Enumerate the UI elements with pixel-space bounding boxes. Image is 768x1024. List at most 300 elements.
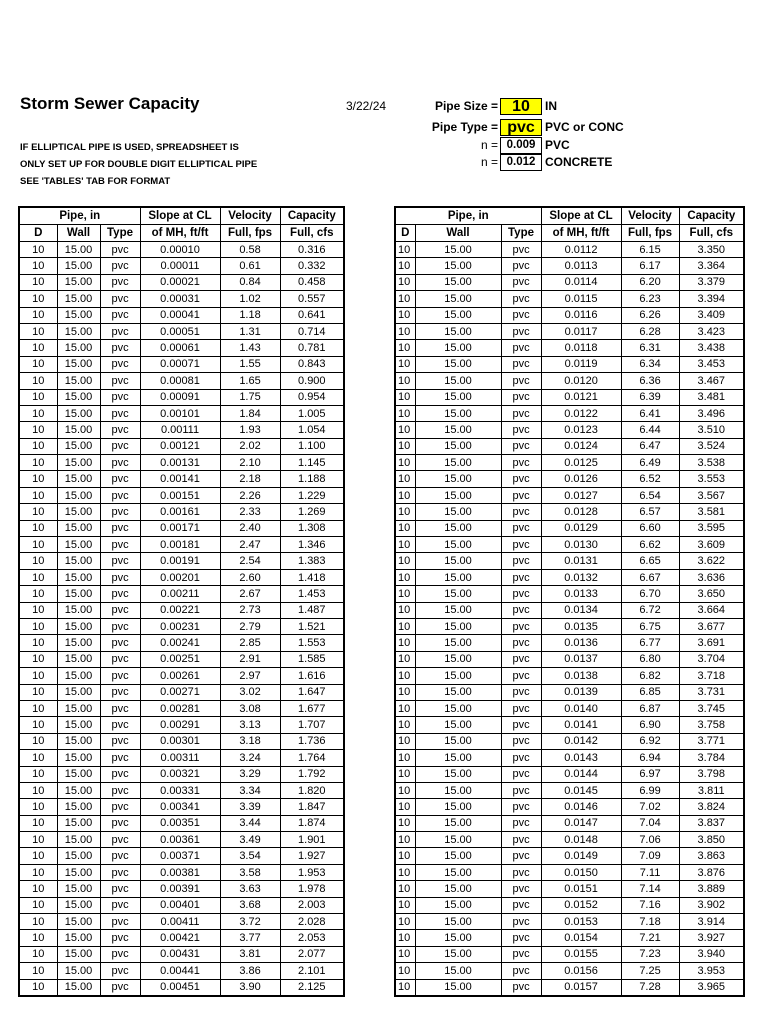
cell-velocity[interactable]: 2.79 [220,618,280,634]
cell-d[interactable]: 10 [395,537,415,553]
cell-velocity[interactable]: 6.17 [621,258,679,274]
cell-d[interactable]: 10 [19,963,57,979]
cell-type[interactable]: pvc [501,700,541,716]
cell-wall[interactable]: 15.00 [415,668,501,684]
cell-d[interactable]: 10 [395,635,415,651]
cell-type[interactable]: pvc [501,651,541,667]
cell-velocity[interactable]: 3.90 [220,979,280,996]
cell-capacity[interactable]: 2.101 [280,963,344,979]
cell-slope[interactable]: 0.00261 [140,668,220,684]
cell-velocity[interactable]: 6.97 [621,766,679,782]
cell-velocity[interactable]: 0.84 [220,274,280,290]
cell-type[interactable]: pvc [501,307,541,323]
cell-wall[interactable]: 15.00 [415,815,501,831]
cell-d[interactable]: 10 [19,405,57,421]
cell-velocity[interactable]: 6.70 [621,586,679,602]
cell-slope[interactable]: 0.00181 [140,537,220,553]
cell-type[interactable]: pvc [100,684,140,700]
cell-capacity[interactable]: 3.745 [679,700,744,716]
cell-capacity[interactable]: 3.636 [679,569,744,585]
cell-capacity[interactable]: 3.622 [679,553,744,569]
cell-velocity[interactable]: 7.09 [621,848,679,864]
cell-d[interactable]: 10 [19,864,57,880]
cell-wall[interactable]: 15.00 [57,864,100,880]
cell-d[interactable]: 10 [19,766,57,782]
cell-velocity[interactable]: 1.65 [220,373,280,389]
cell-type[interactable]: pvc [100,455,140,471]
cell-type[interactable]: pvc [501,242,541,258]
cell-capacity[interactable]: 3.453 [679,356,744,372]
cell-capacity[interactable]: 0.714 [280,323,344,339]
cell-d[interactable]: 10 [19,487,57,503]
cell-slope[interactable]: 0.00191 [140,553,220,569]
cell-wall[interactable]: 15.00 [57,405,100,421]
cell-capacity[interactable]: 1.736 [280,733,344,749]
cell-slope[interactable]: 0.00391 [140,881,220,897]
cell-wall[interactable]: 15.00 [57,733,100,749]
cell-slope[interactable]: 0.0121 [541,389,621,405]
cell-d[interactable]: 10 [19,471,57,487]
cell-capacity[interactable]: 3.902 [679,897,744,913]
cell-d[interactable]: 10 [19,684,57,700]
cell-d[interactable]: 10 [395,848,415,864]
cell-wall[interactable]: 15.00 [57,668,100,684]
cell-type[interactable]: pvc [501,586,541,602]
cell-d[interactable]: 10 [395,946,415,962]
cell-wall[interactable]: 15.00 [57,914,100,930]
cell-slope[interactable]: 0.00201 [140,569,220,585]
cell-slope[interactable]: 0.00101 [140,405,220,421]
cell-slope[interactable]: 0.00241 [140,635,220,651]
cell-type[interactable]: pvc [100,438,140,454]
cell-capacity[interactable]: 3.758 [679,717,744,733]
cell-wall[interactable]: 15.00 [415,897,501,913]
cell-capacity[interactable]: 3.784 [679,750,744,766]
cell-d[interactable]: 10 [395,422,415,438]
cell-slope[interactable]: 0.0133 [541,586,621,602]
cell-d[interactable]: 10 [395,586,415,602]
cell-type[interactable]: pvc [100,586,140,602]
cell-slope[interactable]: 0.0118 [541,340,621,356]
cell-d[interactable]: 10 [395,914,415,930]
cell-velocity[interactable]: 3.49 [220,832,280,848]
cell-d[interactable]: 10 [395,815,415,831]
cell-wall[interactable]: 15.00 [415,946,501,962]
cell-d[interactable]: 10 [19,504,57,520]
cell-type[interactable]: pvc [100,618,140,634]
cell-velocity[interactable]: 3.86 [220,963,280,979]
cell-slope[interactable]: 0.00361 [140,832,220,848]
cell-slope[interactable]: 0.00291 [140,717,220,733]
cell-slope[interactable]: 0.00351 [140,815,220,831]
cell-wall[interactable]: 15.00 [57,422,100,438]
cell-wall[interactable]: 15.00 [57,487,100,503]
cell-slope[interactable]: 0.00061 [140,340,220,356]
cell-capacity[interactable]: 3.940 [679,946,744,962]
cell-wall[interactable]: 15.00 [57,832,100,848]
cell-wall[interactable]: 15.00 [415,717,501,733]
cell-velocity[interactable]: 2.18 [220,471,280,487]
cell-slope[interactable]: 0.0123 [541,422,621,438]
cell-velocity[interactable]: 6.65 [621,553,679,569]
cell-d[interactable]: 10 [19,799,57,815]
cell-wall[interactable]: 15.00 [57,242,100,258]
cell-slope[interactable]: 0.00171 [140,520,220,536]
cell-capacity[interactable]: 0.458 [280,274,344,290]
cell-type[interactable]: pvc [501,832,541,848]
cell-wall[interactable]: 15.00 [415,635,501,651]
cell-wall[interactable]: 15.00 [415,864,501,880]
cell-type[interactable]: pvc [100,979,140,996]
cell-capacity[interactable]: 3.837 [679,815,744,831]
cell-velocity[interactable]: 6.87 [621,700,679,716]
cell-slope[interactable]: 0.00161 [140,504,220,520]
cell-d[interactable]: 10 [19,651,57,667]
cell-slope[interactable]: 0.0136 [541,635,621,651]
cell-velocity[interactable]: 2.26 [220,487,280,503]
cell-capacity[interactable]: 3.914 [679,914,744,930]
n-pvc-value[interactable]: 0.009 [500,137,542,154]
cell-type[interactable]: pvc [100,323,140,339]
cell-slope[interactable]: 0.0148 [541,832,621,848]
cell-d[interactable]: 10 [19,717,57,733]
cell-velocity[interactable]: 3.72 [220,914,280,930]
cell-capacity[interactable]: 0.641 [280,307,344,323]
pipe-size-input[interactable]: 10 [500,98,542,115]
cell-capacity[interactable]: 3.704 [679,651,744,667]
cell-slope[interactable]: 0.0140 [541,700,621,716]
cell-slope[interactable]: 0.0120 [541,373,621,389]
cell-wall[interactable]: 15.00 [57,569,100,585]
cell-velocity[interactable]: 6.75 [621,618,679,634]
cell-type[interactable]: pvc [501,848,541,864]
cell-capacity[interactable]: 1.677 [280,700,344,716]
cell-type[interactable]: pvc [501,881,541,897]
cell-capacity[interactable]: 3.850 [679,832,744,848]
cell-d[interactable]: 10 [19,700,57,716]
cell-slope[interactable]: 0.00081 [140,373,220,389]
cell-wall[interactable]: 15.00 [57,848,100,864]
cell-type[interactable]: pvc [100,405,140,421]
cell-type[interactable]: pvc [100,487,140,503]
cell-velocity[interactable]: 6.62 [621,537,679,553]
cell-d[interactable]: 10 [19,553,57,569]
cell-wall[interactable]: 15.00 [57,291,100,307]
cell-wall[interactable]: 15.00 [415,848,501,864]
cell-slope[interactable]: 0.00321 [140,766,220,782]
cell-type[interactable]: pvc [501,389,541,405]
cell-capacity[interactable]: 3.467 [679,373,744,389]
cell-velocity[interactable]: 1.93 [220,422,280,438]
cell-type[interactable]: pvc [100,700,140,716]
cell-wall[interactable]: 15.00 [415,700,501,716]
cell-velocity[interactable]: 3.34 [220,782,280,798]
cell-d[interactable]: 10 [395,881,415,897]
cell-d[interactable]: 10 [395,323,415,339]
cell-wall[interactable]: 15.00 [415,881,501,897]
cell-d[interactable]: 10 [395,963,415,979]
cell-wall[interactable]: 15.00 [415,356,501,372]
cell-velocity[interactable]: 2.33 [220,504,280,520]
cell-slope[interactable]: 0.0113 [541,258,621,274]
cell-velocity[interactable]: 3.13 [220,717,280,733]
cell-type[interactable]: pvc [100,963,140,979]
cell-wall[interactable]: 15.00 [57,635,100,651]
cell-capacity[interactable]: 1.847 [280,799,344,815]
cell-capacity[interactable]: 1.188 [280,471,344,487]
cell-slope[interactable]: 0.00441 [140,963,220,979]
cell-capacity[interactable]: 3.364 [679,258,744,274]
cell-slope[interactable]: 0.00341 [140,799,220,815]
cell-velocity[interactable]: 1.18 [220,307,280,323]
cell-type[interactable]: pvc [100,553,140,569]
cell-type[interactable]: pvc [501,782,541,798]
cell-capacity[interactable]: 1.229 [280,487,344,503]
cell-slope[interactable]: 0.0146 [541,799,621,815]
cell-wall[interactable]: 15.00 [57,717,100,733]
cell-slope[interactable]: 0.00111 [140,422,220,438]
cell-d[interactable]: 10 [19,520,57,536]
cell-capacity[interactable]: 3.691 [679,635,744,651]
cell-type[interactable]: pvc [100,307,140,323]
cell-velocity[interactable]: 3.24 [220,750,280,766]
cell-type[interactable]: pvc [100,471,140,487]
cell-velocity[interactable]: 7.16 [621,897,679,913]
cell-d[interactable]: 10 [395,782,415,798]
cell-capacity[interactable]: 1.346 [280,537,344,553]
cell-velocity[interactable]: 6.90 [621,717,679,733]
cell-d[interactable]: 10 [395,553,415,569]
cell-type[interactable]: pvc [501,618,541,634]
cell-slope[interactable]: 0.0135 [541,618,621,634]
cell-slope[interactable]: 0.00151 [140,487,220,503]
cell-type[interactable]: pvc [100,848,140,864]
cell-type[interactable]: pvc [100,504,140,520]
cell-capacity[interactable]: 1.707 [280,717,344,733]
cell-capacity[interactable]: 1.820 [280,782,344,798]
cell-wall[interactable]: 15.00 [415,307,501,323]
cell-d[interactable]: 10 [19,291,57,307]
cell-velocity[interactable]: 2.60 [220,569,280,585]
cell-slope[interactable]: 0.00431 [140,946,220,962]
cell-wall[interactable]: 15.00 [415,471,501,487]
cell-slope[interactable]: 0.0145 [541,782,621,798]
cell-capacity[interactable]: 1.792 [280,766,344,782]
cell-velocity[interactable]: 6.20 [621,274,679,290]
cell-d[interactable]: 10 [395,733,415,749]
cell-slope[interactable]: 0.00421 [140,930,220,946]
cell-velocity[interactable]: 7.28 [621,979,679,996]
cell-d[interactable]: 10 [395,684,415,700]
cell-capacity[interactable]: 1.100 [280,438,344,454]
cell-wall[interactable]: 15.00 [57,618,100,634]
cell-velocity[interactable]: 6.41 [621,405,679,421]
cell-d[interactable]: 10 [395,651,415,667]
cell-slope[interactable]: 0.00071 [140,356,220,372]
cell-type[interactable]: pvc [100,815,140,831]
cell-wall[interactable]: 15.00 [415,242,501,258]
cell-d[interactable]: 10 [19,307,57,323]
cell-d[interactable]: 10 [395,979,415,996]
cell-d[interactable]: 10 [19,618,57,634]
cell-velocity[interactable]: 1.31 [220,323,280,339]
cell-slope[interactable]: 0.00251 [140,651,220,667]
cell-d[interactable]: 10 [19,340,57,356]
cell-wall[interactable]: 15.00 [415,750,501,766]
cell-capacity[interactable]: 1.901 [280,832,344,848]
cell-type[interactable]: pvc [501,946,541,962]
cell-slope[interactable]: 0.0127 [541,487,621,503]
cell-velocity[interactable]: 0.61 [220,258,280,274]
cell-wall[interactable]: 15.00 [57,651,100,667]
cell-slope[interactable]: 0.0130 [541,537,621,553]
cell-wall[interactable]: 15.00 [415,340,501,356]
cell-velocity[interactable]: 6.72 [621,602,679,618]
cell-d[interactable]: 10 [19,848,57,864]
cell-type[interactable]: pvc [100,897,140,913]
cell-capacity[interactable]: 3.350 [679,242,744,258]
cell-wall[interactable]: 15.00 [415,553,501,569]
cell-velocity[interactable]: 3.08 [220,700,280,716]
cell-wall[interactable]: 15.00 [57,455,100,471]
cell-capacity[interactable]: 2.053 [280,930,344,946]
cell-velocity[interactable]: 3.58 [220,864,280,880]
cell-type[interactable]: pvc [100,520,140,536]
cell-d[interactable]: 10 [19,897,57,913]
cell-velocity[interactable]: 2.73 [220,602,280,618]
cell-type[interactable]: pvc [100,569,140,585]
cell-slope[interactable]: 0.0132 [541,569,621,585]
cell-capacity[interactable]: 3.731 [679,684,744,700]
cell-capacity[interactable]: 0.843 [280,356,344,372]
cell-velocity[interactable]: 3.39 [220,799,280,815]
cell-type[interactable]: pvc [501,569,541,585]
cell-velocity[interactable]: 7.02 [621,799,679,815]
cell-velocity[interactable]: 7.04 [621,815,679,831]
cell-wall[interactable]: 15.00 [415,602,501,618]
cell-d[interactable]: 10 [19,832,57,848]
cell-type[interactable]: pvc [501,323,541,339]
cell-slope[interactable]: 0.00411 [140,914,220,930]
cell-wall[interactable]: 15.00 [415,389,501,405]
cell-velocity[interactable]: 6.26 [621,307,679,323]
cell-d[interactable]: 10 [19,242,57,258]
cell-wall[interactable]: 15.00 [57,323,100,339]
cell-slope[interactable]: 0.0147 [541,815,621,831]
cell-d[interactable]: 10 [19,373,57,389]
cell-wall[interactable]: 15.00 [57,389,100,405]
cell-wall[interactable]: 15.00 [57,750,100,766]
cell-type[interactable]: pvc [100,356,140,372]
cell-d[interactable]: 10 [395,897,415,913]
cell-type[interactable]: pvc [501,537,541,553]
cell-capacity[interactable]: 1.269 [280,504,344,520]
cell-capacity[interactable]: 1.874 [280,815,344,831]
cell-slope[interactable]: 0.0126 [541,471,621,487]
cell-slope[interactable]: 0.00041 [140,307,220,323]
cell-type[interactable]: pvc [100,914,140,930]
cell-d[interactable]: 10 [19,455,57,471]
cell-slope[interactable]: 0.00051 [140,323,220,339]
cell-wall[interactable]: 15.00 [415,799,501,815]
cell-wall[interactable]: 15.00 [415,504,501,520]
cell-type[interactable]: pvc [100,651,140,667]
cell-velocity[interactable]: 2.54 [220,553,280,569]
cell-wall[interactable]: 15.00 [415,455,501,471]
cell-d[interactable]: 10 [19,537,57,553]
cell-slope[interactable]: 0.0155 [541,946,621,962]
cell-capacity[interactable]: 1.764 [280,750,344,766]
cell-slope[interactable]: 0.00271 [140,684,220,700]
cell-slope[interactable]: 0.0141 [541,717,621,733]
cell-wall[interactable]: 15.00 [57,274,100,290]
cell-capacity[interactable]: 1.453 [280,586,344,602]
cell-d[interactable]: 10 [19,323,57,339]
cell-velocity[interactable]: 7.23 [621,946,679,962]
cell-d[interactable]: 10 [395,438,415,454]
cell-slope[interactable]: 0.0129 [541,520,621,536]
cell-wall[interactable]: 15.00 [57,782,100,798]
cell-slope[interactable]: 0.0152 [541,897,621,913]
cell-d[interactable]: 10 [19,586,57,602]
cell-type[interactable]: pvc [501,258,541,274]
cell-slope[interactable]: 0.0142 [541,733,621,749]
cell-d[interactable]: 10 [395,471,415,487]
cell-velocity[interactable]: 2.85 [220,635,280,651]
cell-d[interactable]: 10 [19,356,57,372]
cell-capacity[interactable]: 3.379 [679,274,744,290]
cell-capacity[interactable]: 3.409 [679,307,744,323]
cell-velocity[interactable]: 3.81 [220,946,280,962]
cell-wall[interactable]: 15.00 [57,799,100,815]
cell-d[interactable]: 10 [19,733,57,749]
cell-wall[interactable]: 15.00 [415,766,501,782]
cell-slope[interactable]: 0.0124 [541,438,621,454]
cell-capacity[interactable]: 1.585 [280,651,344,667]
cell-wall[interactable]: 15.00 [415,520,501,536]
cell-type[interactable]: pvc [100,864,140,880]
cell-velocity[interactable]: 6.60 [621,520,679,536]
cell-velocity[interactable]: 7.06 [621,832,679,848]
cell-velocity[interactable]: 1.02 [220,291,280,307]
cell-velocity[interactable]: 6.80 [621,651,679,667]
cell-d[interactable]: 10 [395,356,415,372]
cell-wall[interactable]: 15.00 [57,537,100,553]
cell-d[interactable]: 10 [19,569,57,585]
cell-velocity[interactable]: 6.85 [621,684,679,700]
cell-type[interactable]: pvc [100,602,140,618]
cell-capacity[interactable]: 3.553 [679,471,744,487]
cell-velocity[interactable]: 2.02 [220,438,280,454]
cell-velocity[interactable]: 2.67 [220,586,280,602]
cell-slope[interactable]: 0.00011 [140,258,220,274]
cell-slope[interactable]: 0.00451 [140,979,220,996]
cell-wall[interactable]: 15.00 [415,930,501,946]
cell-d[interactable]: 10 [395,291,415,307]
cell-wall[interactable]: 15.00 [57,307,100,323]
cell-capacity[interactable]: 0.557 [280,291,344,307]
cell-d[interactable]: 10 [19,979,57,996]
cell-velocity[interactable]: 6.52 [621,471,679,487]
cell-wall[interactable]: 15.00 [57,684,100,700]
cell-type[interactable]: pvc [501,340,541,356]
cell-type[interactable]: pvc [100,782,140,798]
cell-velocity[interactable]: 6.92 [621,733,679,749]
cell-velocity[interactable]: 3.29 [220,766,280,782]
cell-type[interactable]: pvc [501,684,541,700]
cell-slope[interactable]: 0.0112 [541,242,621,258]
cell-slope[interactable]: 0.0144 [541,766,621,782]
